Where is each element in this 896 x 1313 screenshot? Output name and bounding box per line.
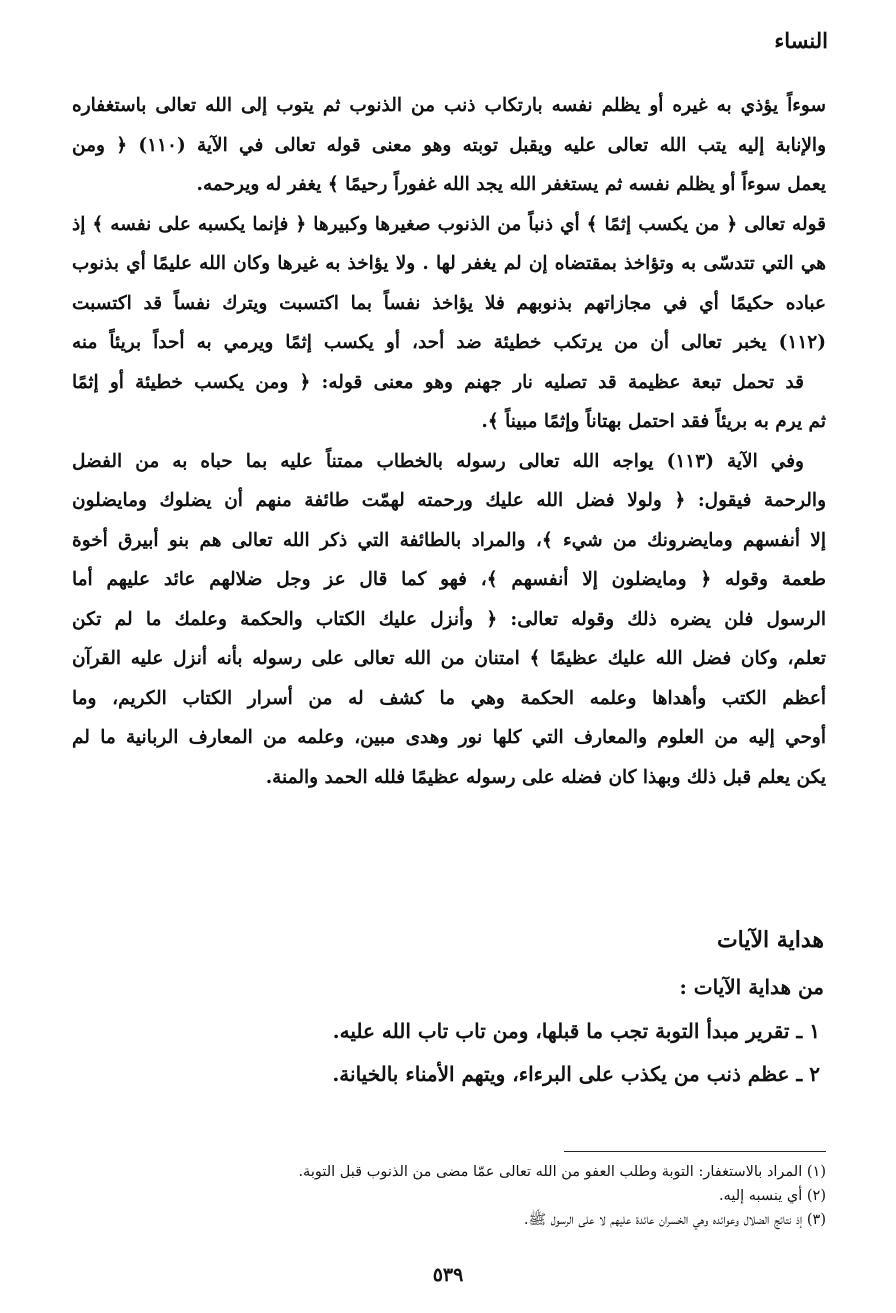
text-line: وفي الآية (١١٣) يواجه الله تعالى رسوله بالخطاب ممتناً عليه بما حباه به من الفضل [72, 450, 804, 472]
footnote: (٢) أي ينسبه إليه. [718, 1188, 826, 1204]
text-line: الرسول فلن يضره ذلك وقوله تعالى: ﴿ وأنزل عليك الكتاب والحكمة وعلمك ما لم تكن [72, 608, 826, 630]
text-line: سوءاً يؤذي به غيره أو يظلم نفسه بارتكاب ذنب من الذنوب ثم يتوب إلى الله تعالى باستغفاره [72, 95, 826, 116]
text-line: والرحمة فيقول: ﴿ ولولا فضل الله عليك ورحمته لهمّت طائفة منهم أن يضلوك ومايضلون [72, 490, 826, 511]
text-line: يعمل سوءاً أو يظلم نفسه ثم يستغفر الله يجد الله غفوراً رحيمًا ﴾ يغفر له ويرحمه. [196, 174, 826, 195]
text-line: أوحي إليه من العلوم والمعارف التي كلها نور وهدى مبين، وعلمه من المعارف الربانية ما لم [72, 727, 826, 748]
footnote: (١) المراد بالاستغفار: التوبة وطلب العفو من الله تعالى عمّا مضى من الذنوب قبل التوبة. [298, 1164, 826, 1180]
guidance-item: ١ ـ تقرير مبدأ التوبة تجب ما قبلها، ومن تاب تاب الله عليه. [332, 1019, 820, 1043]
text-line: والإنابة إليه يتب الله تعالى عليه ويقبل توبته وهو معنى قوله تعالى في الآية (١١٠) ﴿ ومن [72, 134, 826, 156]
section-subtitle: من هداية الآيات : [679, 975, 824, 999]
text-line: عباده حكيمًا أي في مجازاتهم بذنوبهم فلا يؤاخذ نفساً بما اكتسبت ويترك نفساً قد اكتسبت [72, 292, 826, 314]
text-line: أعظم الكتب وأهداها وعلمه الحكمة وهي ما كشف له من أسرار الكتاب الكريم، وما [72, 687, 826, 709]
text-line: (١١٢) يخبر تعالى أن من يرتكب خطيئة ضد أحد، أو يكسب إثمًا ويرمي به أحداً بريئاً منه [72, 332, 826, 353]
text-line: تعلم، وكان فضل الله عليك عظيمًا ﴾ امتنان من الله تعالى على رسوله بأنه أنزل عليه القرآن [72, 648, 826, 669]
text-line: قوله تعالى ﴿ من يكسب إثمًا ﴾ أي ذنباً من الذنوب صغيرها وكبيرها ﴿ فإنما يكسبه على نفسه ﴾ إذ [72, 213, 826, 235]
text-line: إلا أنفسهم ومايضرونك من شيء ﴾، والمراد بالطائفة التي ذكر الله تعالى هم بنو أبيرق أخوة [72, 529, 826, 551]
guidance-item: ٢ ـ عظم ذنب من يكذب على البرءاء، ويتهم الأمناء بالخيانة. [332, 1062, 820, 1086]
text-line: يكن يعلم قبل ذلك وبهذا كان فضله على رسوله عظيمًا فلله الحمد والمنة. [265, 766, 826, 788]
text-line: هي التي تتدسّى به وتؤاخذ بمقتضاه إن لم يغفر لها . ولا يؤاخذ به غيرها وكان الله عليمًا أي بذنوب [72, 253, 826, 274]
footnotes [298, 1160, 826, 1232]
text-line: قد تحمل تبعة عظيمة قد تصليه نار جهنم وهو معنى قوله: ﴿ ومن يكسب خطيئة أو إثمًا [72, 371, 804, 393]
footnote: (٣) إذ نتائج الضلال وعوائده وهي الخسران عائدة عليهم لا على الرسول ﷺ. [523, 1212, 826, 1228]
running-head: النساء [774, 28, 828, 53]
footnote-divider [564, 1151, 826, 1152]
text-line: طعمة وقوله ﴿ ومايضلون إلا أنفسهم ﴾، فهو كما قال عز وجل ضلالهم عائد عليهم أما [72, 569, 826, 590]
guidance-list [332, 1010, 820, 1096]
section-title: هداية الآيات [716, 927, 824, 953]
page-number: ٥٣٩ [432, 1264, 464, 1286]
commentary-text [72, 86, 826, 797]
text-line: ثم يرم به بريئاً فقد احتمل بهتاناً وإثمًا مبيناً ﴾. [481, 411, 826, 432]
